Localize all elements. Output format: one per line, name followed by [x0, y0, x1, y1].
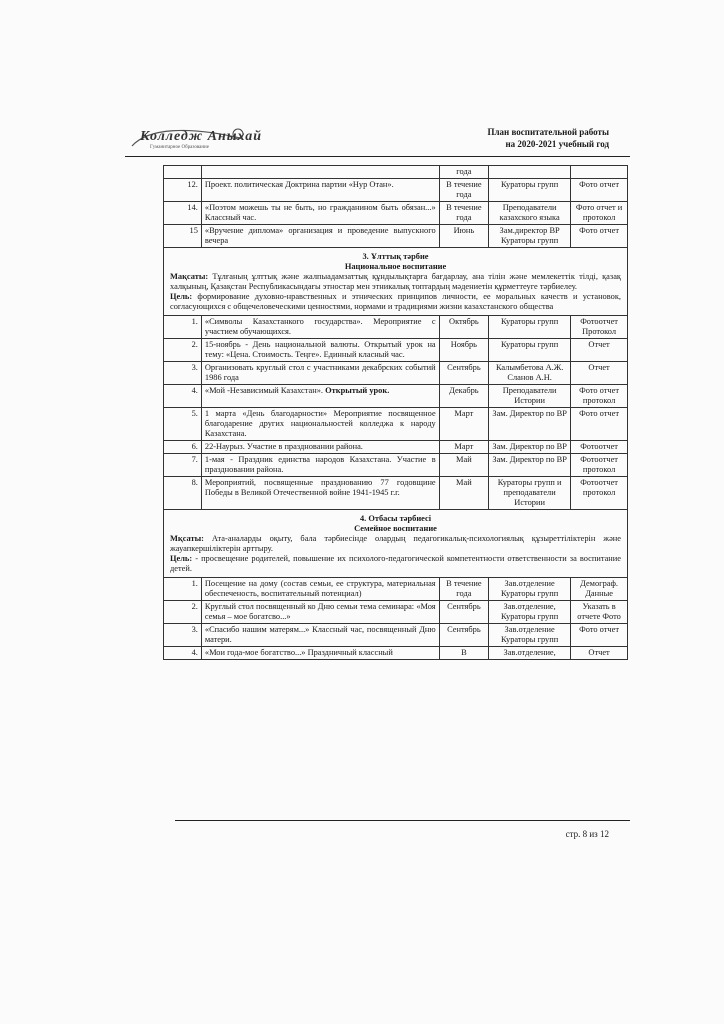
row-date — [439, 202, 488, 225]
row-date — [439, 362, 488, 385]
section3-goal-kz-label: Мақсаты: — [170, 272, 209, 281]
section3-goal-kz — [170, 272, 621, 292]
row-description-text: «Мой -Независимый Казахстан». — [204, 386, 326, 395]
row-date — [439, 316, 488, 339]
row-responsible — [489, 179, 571, 202]
row-number-text: 4. — [191, 648, 198, 657]
row-number — [164, 477, 202, 510]
header-title-line1: План воспитательной работы — [487, 127, 609, 137]
row-report — [571, 385, 628, 408]
row-date — [439, 166, 488, 179]
section3-title-kz: 3. Ұлттық тәрбие — [362, 252, 429, 261]
row-report-text: Указать в отчете Фото — [577, 602, 621, 621]
footer-divider — [175, 820, 630, 821]
row-date — [439, 225, 488, 248]
row-date — [439, 578, 488, 601]
row-number-text: 6. — [191, 442, 198, 451]
row-description-text: 1 марта «День благодарности» Мероприятие посвященное благодарение других национальностей колледжа к народу Казахстана. — [204, 409, 436, 438]
row-date-text: года — [456, 167, 472, 176]
row-date-text: Сентябрь — [447, 625, 481, 634]
row-number — [164, 624, 202, 647]
row-report-text: Отчет — [588, 340, 610, 349]
row-number-text: 3. — [191, 625, 198, 634]
row-date — [439, 179, 488, 202]
row-date — [439, 454, 488, 477]
plan-table — [163, 165, 628, 660]
section4-title-ru: Семейное воспитание — [354, 524, 437, 533]
row-report — [571, 578, 628, 601]
row-report-text: Фотоотчет протокол — [580, 478, 618, 497]
row-responsible-text: Зам. Директор по ВР — [492, 455, 567, 464]
row-date — [439, 647, 488, 660]
table-row — [164, 624, 628, 647]
row-responsible-text: Зав.отделение, — [503, 648, 556, 657]
row-description-text: Круглый стол посвященный ко Дню семьи тема семинара: «Моя семья – мое богатсво...» — [204, 602, 436, 621]
document-header-title — [487, 126, 609, 150]
row-report — [571, 601, 628, 624]
row-responsible — [489, 408, 571, 441]
table-row — [164, 647, 628, 660]
row-number — [164, 385, 202, 408]
row-description-text: 22-Наурыз. Участие в праздновании района. — [204, 442, 363, 451]
row-number-text: 7. — [191, 455, 198, 464]
row-number — [164, 647, 202, 660]
row-description-text: «Мои года-мое богатство...» Праздничный классный — [204, 648, 393, 657]
section3-goal-ru — [170, 292, 621, 312]
row-report-text: Фото отчет — [579, 180, 619, 189]
row-description — [201, 624, 439, 647]
row-description — [201, 408, 439, 441]
row-responsible-text: Зам. Директор по ВР — [492, 409, 567, 418]
table-row — [164, 408, 628, 441]
header-divider — [125, 156, 630, 157]
row-description-text: «Спасибо нашим матерям...» Классный час, посвященный Дню матери. — [204, 625, 436, 644]
section3-title-ru: Национальное воспитание — [344, 262, 447, 271]
row-responsible — [489, 362, 571, 385]
row-description-text: Мероприятий, посвященные празднованию 77 годовщине Победы в Великой Отечественной войне 1941-1945 г.г. — [204, 478, 436, 497]
plan-content — [163, 165, 628, 660]
row-description — [201, 179, 439, 202]
row-report-text: Фото отчет — [579, 409, 619, 418]
row-number — [164, 179, 202, 202]
row-report-text: Демограф. Данные — [580, 579, 619, 598]
row-report — [571, 408, 628, 441]
row-report — [571, 441, 628, 454]
row-report — [571, 339, 628, 362]
row-number-text: 14. — [187, 203, 198, 212]
row-number — [164, 578, 202, 601]
table-row — [164, 166, 628, 179]
row-responsible-text: Преподаватели казахского языка — [499, 203, 560, 222]
row-date-text: Сентябрь — [447, 602, 481, 611]
section4-goal-ru — [170, 554, 621, 574]
row-date-text: Ноябрь — [450, 340, 477, 349]
row-responsible — [489, 385, 571, 408]
row-date-text: В течение года — [446, 180, 482, 199]
row-report — [571, 477, 628, 510]
row-report — [571, 202, 628, 225]
section4-goal-ru-text: - просвещение родителей, повышение их психолого-педагогической компетентности ответственности за воспитание детей. — [170, 554, 621, 573]
table-row — [164, 454, 628, 477]
row-description — [201, 316, 439, 339]
row-description-text: «Символы Казахстанкого государства». Мероприятие с участием обучающихся. — [204, 317, 436, 336]
row-responsible — [489, 225, 571, 248]
row-number-text: 1. — [191, 317, 198, 326]
section3-goal-kz-text: Тұлғаның ұлттық және жалпыадамзаттық құндылықтарға бағдарлау, ана тілін және мемлекеттік тілді, қазақ халқының, Қазақстан Республикасындағы этностар мен этникалық топтардың мәдениетін құрметтеуге тәрбиелеу. — [170, 272, 621, 291]
row-number-text: 12. — [187, 180, 198, 189]
row-responsible-text: Зав.отделение, Кураторы групп — [501, 602, 559, 621]
row-responsible — [489, 477, 571, 510]
row-date — [439, 408, 488, 441]
row-description-text: Проект. политическая Доктрина партии «Нур Отан». — [204, 180, 394, 189]
page-number: стр. 8 из 12 — [565, 829, 609, 839]
row-responsible-text: Зам. Директор по ВР — [492, 442, 567, 451]
row-responsible — [489, 454, 571, 477]
row-date-text: В течение года — [446, 579, 482, 598]
row-number — [164, 225, 202, 248]
row-description-text: «Поэтом можешь ты не быть, но гражданином быть обязан...» Классный час. — [204, 203, 436, 222]
table-row — [164, 385, 628, 408]
row-description-text: 15-ноябрь - День национальной валюты. Открытый урок на тему: «Цена. Стоимость. Теңге». Единный класный час. — [204, 340, 436, 359]
row-description — [201, 339, 439, 362]
row-responsible — [489, 339, 571, 362]
row-responsible-text: Кураторы групп — [501, 340, 559, 349]
row-description — [201, 601, 439, 624]
row-report-text: Фотоотчет протокол — [580, 455, 618, 474]
row-date — [439, 385, 488, 408]
row-number-text: 1. — [191, 579, 198, 588]
row-report — [571, 179, 628, 202]
row-responsible-text: Зав.отделение Кураторы групп — [501, 625, 559, 644]
row-number-text: 4. — [191, 386, 198, 395]
row-description — [201, 578, 439, 601]
section4-rows — [164, 578, 628, 660]
section4-goal-kz-label: Мқсаты: — [170, 534, 204, 543]
row-description — [201, 362, 439, 385]
row-report-text: Отчет — [588, 648, 610, 657]
row-report-text: Отчет — [588, 363, 610, 372]
row-description-text: Организовать круглый стол с участниками декабрских событий 1986 года — [204, 363, 436, 382]
row-date-text: В течение года — [446, 203, 482, 222]
row-date — [439, 601, 488, 624]
row-description — [201, 202, 439, 225]
row-date-text: Май — [456, 478, 472, 487]
logo-subtext: Гуманитарное Образование — [150, 145, 209, 150]
row-responsible — [489, 647, 571, 660]
header-title-line2: на 2020-2021 учебный год — [505, 139, 609, 149]
section3-goal-ru-label: Цель: — [170, 292, 193, 301]
table-row — [164, 202, 628, 225]
row-report — [571, 166, 628, 179]
section3-rows — [164, 316, 628, 510]
section4-goal-ru-label: Цель: — [170, 554, 193, 563]
row-report-text: Фотоотчет — [580, 442, 618, 451]
section4-title-kz: 4. Отбасы тәрбиесі — [359, 514, 432, 523]
row-report-text: Фотоотчет Протокол — [580, 317, 618, 336]
row-report-text: Фото отчет протокол — [579, 386, 619, 405]
row-description — [201, 441, 439, 454]
row-number — [164, 202, 202, 225]
section3-header — [164, 248, 628, 316]
row-number-text: 5. — [191, 409, 198, 418]
row-responsible — [489, 166, 571, 179]
row-number — [164, 362, 202, 385]
row-report — [571, 225, 628, 248]
row-responsible-text: Преподаватели Истории — [502, 386, 557, 405]
section3-goal-ru-text: формирование духовно-нравственных и этнических принципов личности, ее моральных качеств и установок, согласующихся с общечеловеческими ценностями, нормами и традициями жизни казахстанского общества — [170, 292, 621, 311]
row-report — [571, 454, 628, 477]
row-responsible-text: Кураторы групп — [501, 180, 559, 189]
table-row — [164, 316, 628, 339]
row-number — [164, 441, 202, 454]
row-number — [164, 166, 202, 179]
table-row — [164, 477, 628, 510]
logo-text: Колледж Аныхай — [140, 129, 263, 144]
row-date — [439, 624, 488, 647]
row-number-text: 2. — [191, 340, 198, 349]
row-description — [201, 385, 439, 408]
table-row — [164, 362, 628, 385]
row-report — [571, 316, 628, 339]
section4-goal-kz-text: Ата-аналарды оқыту, бала тәрбиесінде олардың педагогикалық-психологиялық құзыреттіліктерін және жауапкершіліктерін арттыру. — [170, 534, 621, 553]
row-responsible — [489, 316, 571, 339]
row-date-text: Декабрь — [449, 386, 479, 395]
row-description — [201, 454, 439, 477]
row-report — [571, 647, 628, 660]
row-date — [439, 339, 488, 362]
row-date-text: Сентябрь — [447, 363, 481, 372]
table-row — [164, 179, 628, 202]
row-number-text: 8. — [191, 478, 198, 487]
row-date-text: Март — [454, 409, 474, 418]
row-date-text: Май — [456, 455, 472, 464]
section4-goal-kz — [170, 534, 621, 554]
row-description — [201, 477, 439, 510]
row-date-text: В — [461, 648, 467, 657]
row-date — [439, 441, 488, 454]
row-report-text: Фото отчет — [579, 625, 619, 634]
row-description — [201, 647, 439, 660]
top-rows — [164, 166, 628, 248]
row-date-text: Октябрь — [449, 317, 479, 326]
row-number — [164, 339, 202, 362]
row-responsible-text: Зам.директор ВР Кураторы групп — [499, 226, 560, 245]
table-row — [164, 225, 628, 248]
row-responsible-text: Калымбетова А.Ж. Сланов А.Н. — [495, 363, 564, 382]
row-number-text: 2. — [191, 602, 198, 611]
row-number — [164, 454, 202, 477]
row-report — [571, 362, 628, 385]
row-report-text: Фото отчет — [579, 226, 619, 235]
table-row — [164, 601, 628, 624]
row-description-bold: Открытый урок. — [325, 386, 390, 395]
row-report-text: Фото отчет и протокол — [575, 203, 623, 222]
row-responsible — [489, 601, 571, 624]
table-row — [164, 339, 628, 362]
row-description-text: «Вручение диплома» организация и проведение выпускного вечера — [204, 226, 436, 245]
row-number-text: 15 — [189, 226, 198, 235]
row-description-text: Посещение на дому (состав семьи, ее структура, материальная обеспеченость, воспитательный потенциал) — [204, 579, 436, 598]
row-report — [571, 624, 628, 647]
section4-header — [164, 510, 628, 578]
table-row — [164, 578, 628, 601]
row-number-text: 3. — [191, 363, 198, 372]
row-number — [164, 408, 202, 441]
row-responsible — [489, 202, 571, 225]
row-description-text: 1-мая - Праздник единства народов Казахстана. Участие в праздновании района. — [204, 455, 436, 474]
row-responsible — [489, 441, 571, 454]
row-responsible-text: Кураторы групп — [501, 317, 559, 326]
row-responsible — [489, 624, 571, 647]
row-description — [201, 166, 439, 179]
row-date-text: Июнь — [453, 226, 475, 235]
row-number — [164, 601, 202, 624]
row-responsible-text: Кураторы групп и преподаватели Истории — [497, 478, 562, 507]
row-responsible — [489, 578, 571, 601]
row-date-text: Март — [454, 442, 474, 451]
row-number — [164, 316, 202, 339]
row-description — [201, 225, 439, 248]
row-date — [439, 477, 488, 510]
row-responsible-text: Зав.отделение Кураторы групп — [501, 579, 559, 598]
table-row — [164, 441, 628, 454]
